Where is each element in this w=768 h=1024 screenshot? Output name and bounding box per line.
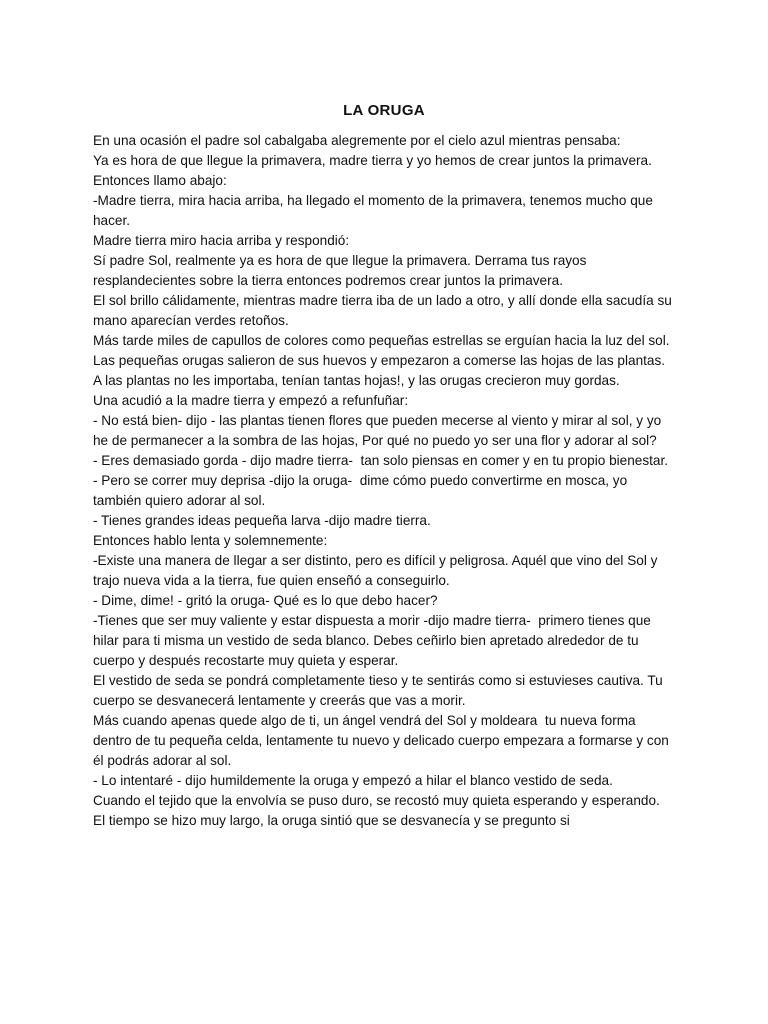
paragraph: -Existe una manera de llegar a ser distinto, pero es difícil y peligrosa. Aquél que vino del Sol y trajo nueva vida a la tierra, fue quien enseñó a conseguirlo. (93, 553, 662, 588)
paragraph: Más cuando apenas quede algo de ti, un ángel vendrá del Sol y moldeara tu nueva forma dentro de tu pequeña celda, lentamente tu nuevo y delicado cuerpo empezara a formarse y con él podrás adorar al sol. (93, 713, 673, 768)
paragraph: Sí padre Sol, realmente ya es hora de que llegue la primavera. Derrama tus rayos resplandecientes sobre la tierra entonces podremos crear juntos la primavera. (93, 253, 591, 288)
paragraph: - Dime, dime! - gritó la oruga- Qué es lo que debo hacer? (93, 593, 438, 608)
paragraph: El vestido de seda se pondrá completamente tieso y te sentirás como si estuvieses cautiva. Tu cuerpo se desvanecerá lentamente y creerás que vas a morir. (93, 673, 667, 708)
paragraph: Más tarde miles de capullos de colores como pequeñas estrellas se erguían hacia la luz del sol. (93, 333, 670, 348)
paragraph: Las pequeñas orugas salieron de sus huevos y empezaron a comerse las hojas de las plantas. A las plantas no les importaba, tenían tantas hojas!, y las orugas crecieron muy gordas. (93, 353, 669, 388)
document-body (93, 131, 676, 831)
paragraph: El sol brillo cálidamente, mientras madre tierra iba de un lado a otro, y allí donde ella sacudía su mano aparecían verdes retoños. (93, 293, 676, 328)
paragraph: Entonces llamo abajo: (93, 173, 227, 188)
paragraph: - Eres demasiado gorda - dijo madre tierra- tan solo piensas en comer y en tu propio bienestar. (93, 453, 669, 468)
paragraph: Una acudió a la madre tierra y empezó a refunfuñar: (93, 393, 409, 408)
paragraph: - Pero se correr muy deprisa -dijo la oruga- dime cómo puedo convertirme en mosca, yo también quiero adorar al sol. (93, 473, 631, 508)
paragraph: En una ocasión el padre sol cabalgaba alegremente por el cielo azul mientras pensaba: (93, 133, 621, 148)
paragraph: - Lo intentaré - dijo humildemente la oruga y empezó a hilar el blanco vestido de seda. (93, 773, 613, 788)
document-title: LA ORUGA (343, 102, 425, 119)
paragraph: -Madre tierra, mira hacia arriba, ha llegado el momento de la primavera, tenemos mucho que hacer. (93, 193, 657, 228)
paragraph: - No está bien- dijo - las plantas tienen flores que pueden mecerse al viento y mirar al sol, y yo he de permanecer a la sombra de las hojas, Por qué no puedo yo ser una flor y adorar al sol? (93, 413, 665, 448)
paragraph: Cuando el tejido que la envolvía se puso duro, se recostó muy quieta esperando y esperando. El tiempo se hizo muy largo, la oruga sintió que se desvanecía y se pregunto si (93, 793, 664, 828)
paragraph: Entonces hablo lenta y solemnemente: (93, 533, 328, 548)
paragraph: Madre tierra miro hacia arriba y respondió: (93, 233, 350, 248)
paragraph: Ya es hora de que llegue la primavera, madre tierra y yo hemos de crear juntos la primavera. (93, 153, 652, 168)
paragraph: -Tienes que ser muy valiente y estar dispuesta a morir -dijo madre tierra- primero tienes que hilar para ti misma un vestido de seda blanco. Debes ceñirlo bien apretado alrededor de tu cuerpo y después recostarte muy quieta y esperar. (93, 613, 655, 668)
paragraph: - Tienes grandes ideas pequeña larva -dijo madre tierra. (93, 513, 431, 528)
